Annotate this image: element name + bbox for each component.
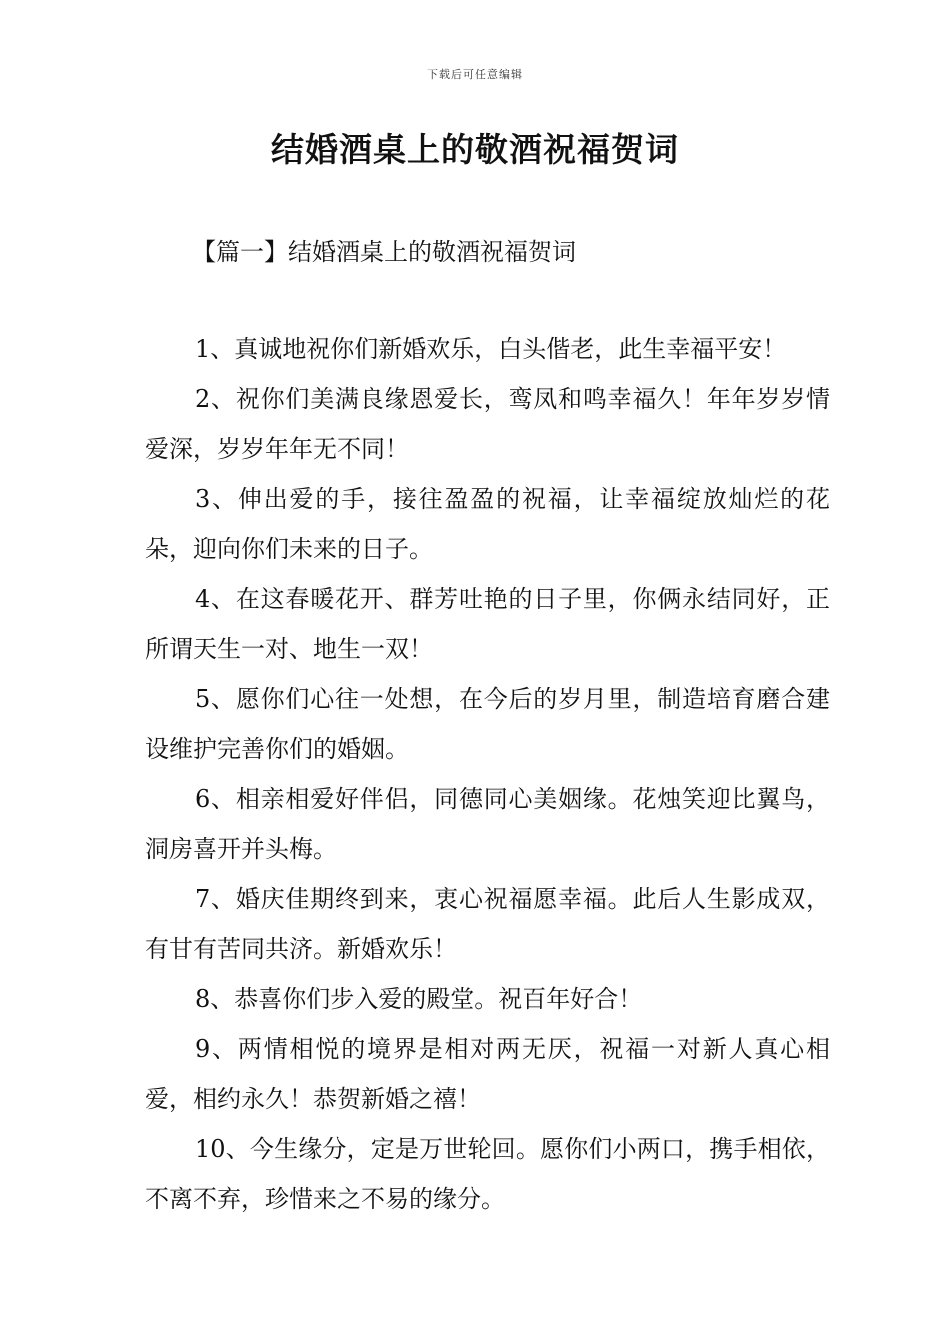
section-heading: 【篇一】结婚酒桌上的敬酒祝福贺词: [192, 238, 576, 266]
header-note: 下载后可任意编辑: [427, 68, 523, 81]
document-title: 结婚酒桌上的敬酒祝福贺词: [271, 130, 679, 169]
list-item: 4、在这春暖花开、群芳吐艳的日子里，你俩永结同好，正所谓天生一对、地生一双！: [145, 585, 830, 663]
list-item: 5、愿你们心往一处想，在今后的岁月里，制造培育磨合建设维护完善你们的婚姻。: [145, 685, 830, 763]
list-item: 1、真诚地祝你们新婚欢乐，白头偕老，此生幸福平安！: [195, 335, 787, 363]
list-item: 7、婚庆佳期终到来，衷心祝福愿幸福。此后人生影成双，有甘有苦同共济。新婚欢乐！: [145, 885, 830, 963]
list-item: 9、两情相悦的境界是相对两无厌，祝福一对新人真心相爱，相约永久！恭贺新婚之禧！: [145, 1035, 830, 1113]
list-item: 2、祝你们美满良缘恩爱长，鸾凤和鸣幸福久！年年岁岁情爱深，岁岁年年无不同！: [145, 385, 830, 463]
list-item: 3、伸出爱的手，接往盈盈的祝福，让幸福绽放灿烂的花朵，迎向你们未来的日子。: [145, 485, 830, 563]
document-body: [145, 324, 830, 1224]
list-item: 8、恭喜你们步入爱的殿堂。祝百年好合！: [195, 985, 643, 1013]
list-item: 10、今生缘分，定是万世轮回。愿你们小两口，携手相依，不离不弃，珍惜来之不易的缘分。: [145, 1135, 830, 1213]
list-item: 6、相亲相爱好伴侣，同德同心美姻缘。花烛笑迎比翼鸟，洞房喜开并头梅。: [145, 785, 830, 863]
